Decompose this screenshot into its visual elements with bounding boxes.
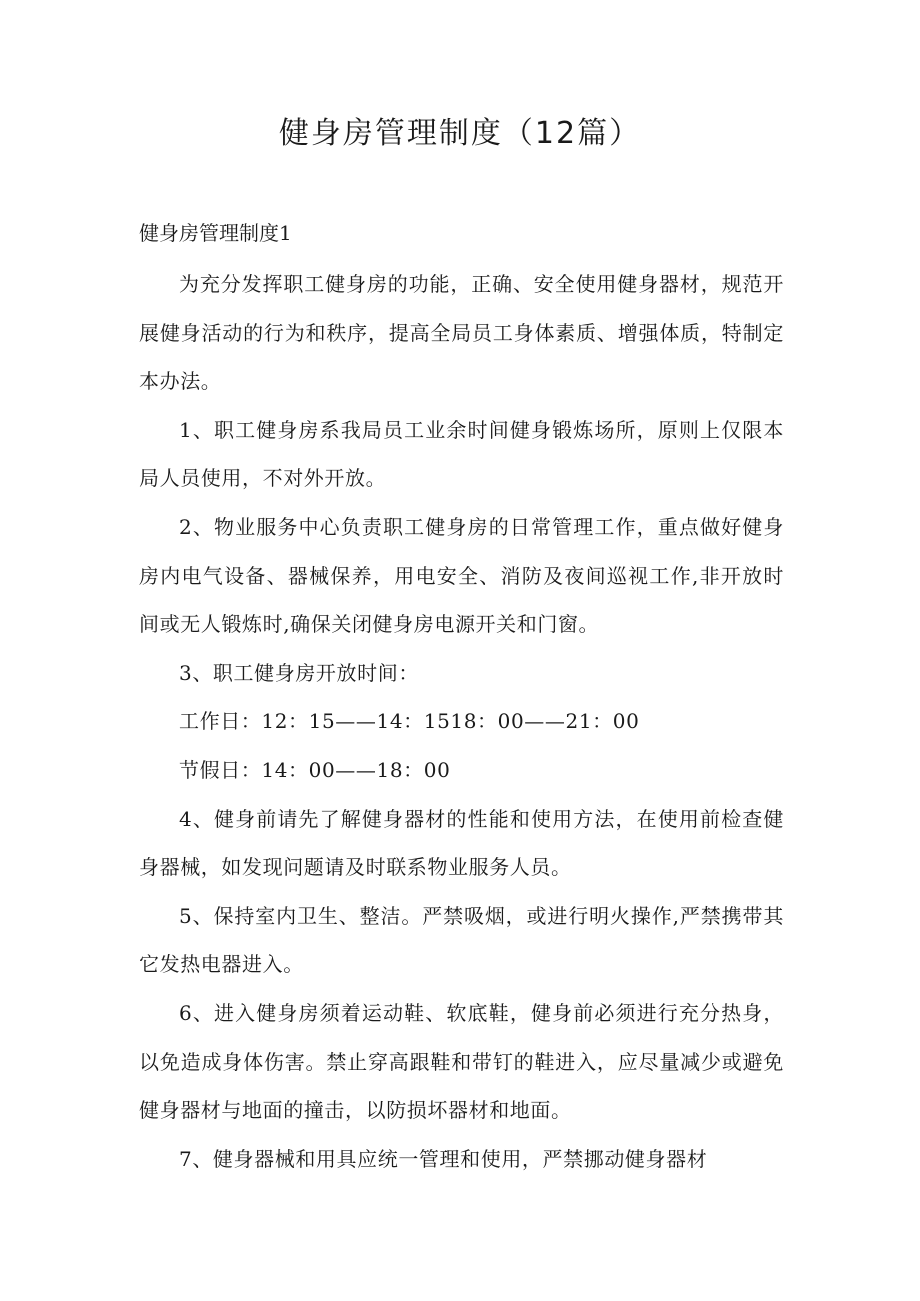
paragraph-item-5: 5、保持室内卫生、整洁。严禁吸烟，或进行明火操作,严禁携带其它发热电器进入。	[139, 903, 784, 977]
document-title: 健身房管理制度（12篇）	[278, 116, 642, 151]
paragraph-item-6: 6、进入健身房须着运动鞋、软底鞋，健身前必须进行充分热身，以免造成身体伤害。禁止穿高跟鞋和带钉的鞋进入，应尽量减少或避免健身器材与地面的撞击，以防损坏器材和地面。	[139, 1000, 784, 1123]
paragraph-intro: 为充分发挥职工健身房的功能，正确、安全使用健身器材，规范开展健身活动的行为和秩序，提高全局员工身体素质、增强体质，特制定本办法。	[139, 272, 784, 394]
paragraph-item-3: 3、职工健身房开放时间：	[179, 660, 419, 685]
section-heading: 健身房管理制度1	[139, 221, 292, 245]
paragraph-item-4: 4、健身前请先了解健身器材的性能和使用方法，在使用前检查健身器械，如发现问题请及时联系物业服务人员。	[139, 806, 784, 880]
paragraph-item-2: 2、物业服务中心负责职工健身房的日常管理工作，重点做好健身房内电气设备、器械保养，用电安全、消防及夜间巡视工作,非开放时间或无人锻炼时,确保关闭健身房电源开关和门窗。	[139, 514, 784, 637]
document-body	[139, 260, 784, 1183]
paragraph-holiday-hours: 节假日：14：00——18：00	[179, 757, 451, 782]
paragraph-item-1: 1、职工健身房系我局员工业余时间健身锻炼场所，原则上仅限本局人员使用，不对外开放。	[139, 417, 784, 491]
paragraph-item-7: 7、健身器械和用具应统一管理和使用，严禁挪动健身器材	[179, 1146, 708, 1171]
paragraph-workday-hours: 工作日：12：15——14：1518：00——21：00	[179, 709, 640, 734]
